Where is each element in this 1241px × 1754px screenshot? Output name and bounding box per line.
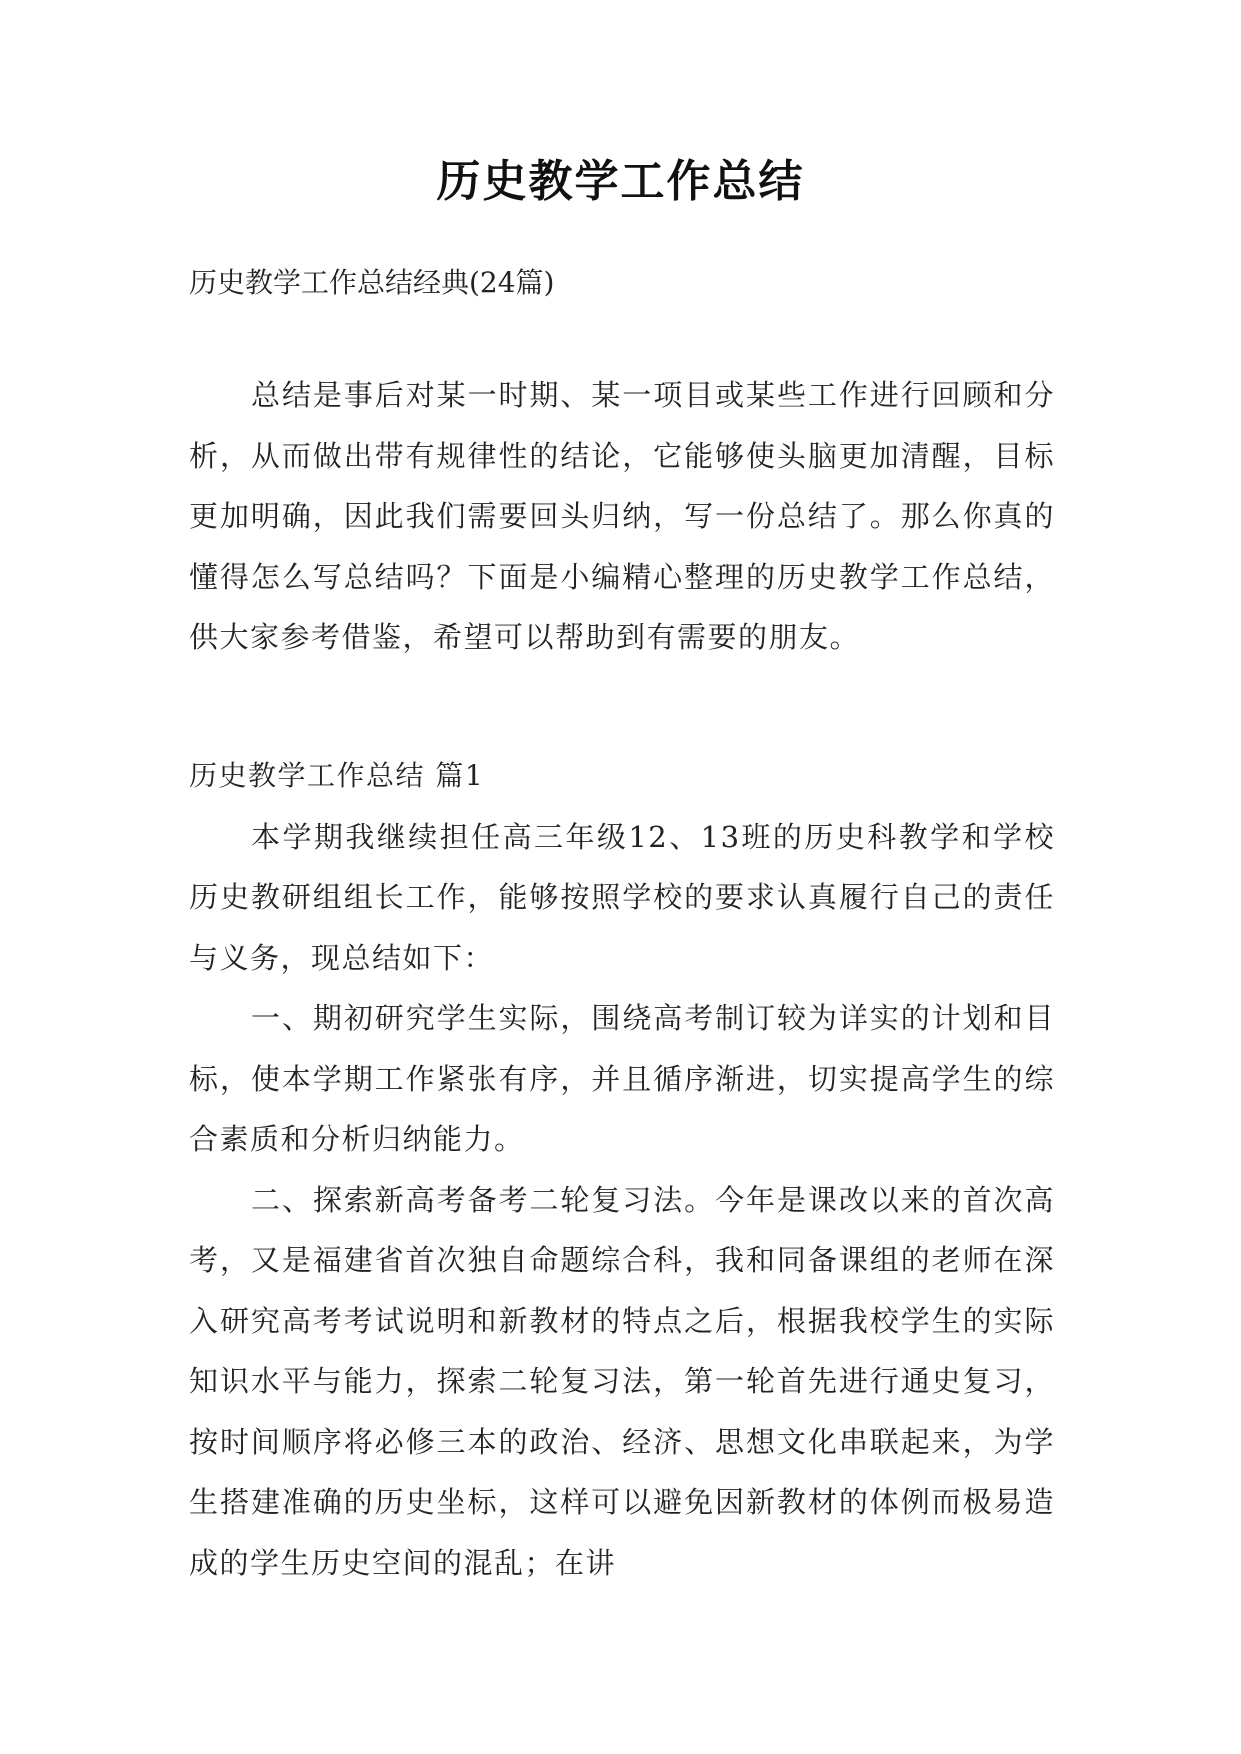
intro-block (189, 365, 1055, 668)
body-paragraph: 本学期我继续担任高三年级12、13班的历史科教学和学校历史教研组组长工作，能够按照学校的要求认真履行自己的责任与义务，现总结如下： (189, 819, 1055, 975)
document-title: 历史教学工作总结 (436, 156, 805, 207)
body-paragraph: 二、探索新高考备考二轮复习法。今年是课改以来的首次高考，又是福建省首次独自命题综合科，我和同备课组的老师在深入研究高考考试说明和新教材的特点之后，根据我校学生的实际知识水平与能力，探索二轮复习法，第一轮首先进行通史复习，按时间顺序将必修三本的政治、经济、思想文化串联起来，为学生搭建准确的历史坐标，这样可以避免因新教材的体例而极易造成的学生历史空间的混乱；在讲 (189, 1182, 1055, 1580)
intro-paragraph: 总结是事后对某一时期、某一项目或某些工作进行回顾和分析，从而做出带有规律性的结论，它能够使头脑更加清醒，目标更加明确，因此我们需要回头归纳，写一份总结了。那么你真的懂得怎么写总结吗？下面是小编精心整理的历史教学工作总结，供大家参考借鉴，希望可以帮助到有需要的朋友。 (189, 378, 1055, 654)
section-block (189, 746, 1055, 1593)
document-subtitle: 历史教学工作总结经典(24篇) (189, 266, 555, 299)
body-paragraph: 一、期初研究学生实际，围绕高考制订较为详实的计划和目标，使本学期工作紧张有序，并且循序渐进，切实提高学生的综合素质和分析归纳能力。 (189, 1001, 1055, 1156)
section-heading: 历史教学工作总结 篇1 (189, 759, 485, 792)
